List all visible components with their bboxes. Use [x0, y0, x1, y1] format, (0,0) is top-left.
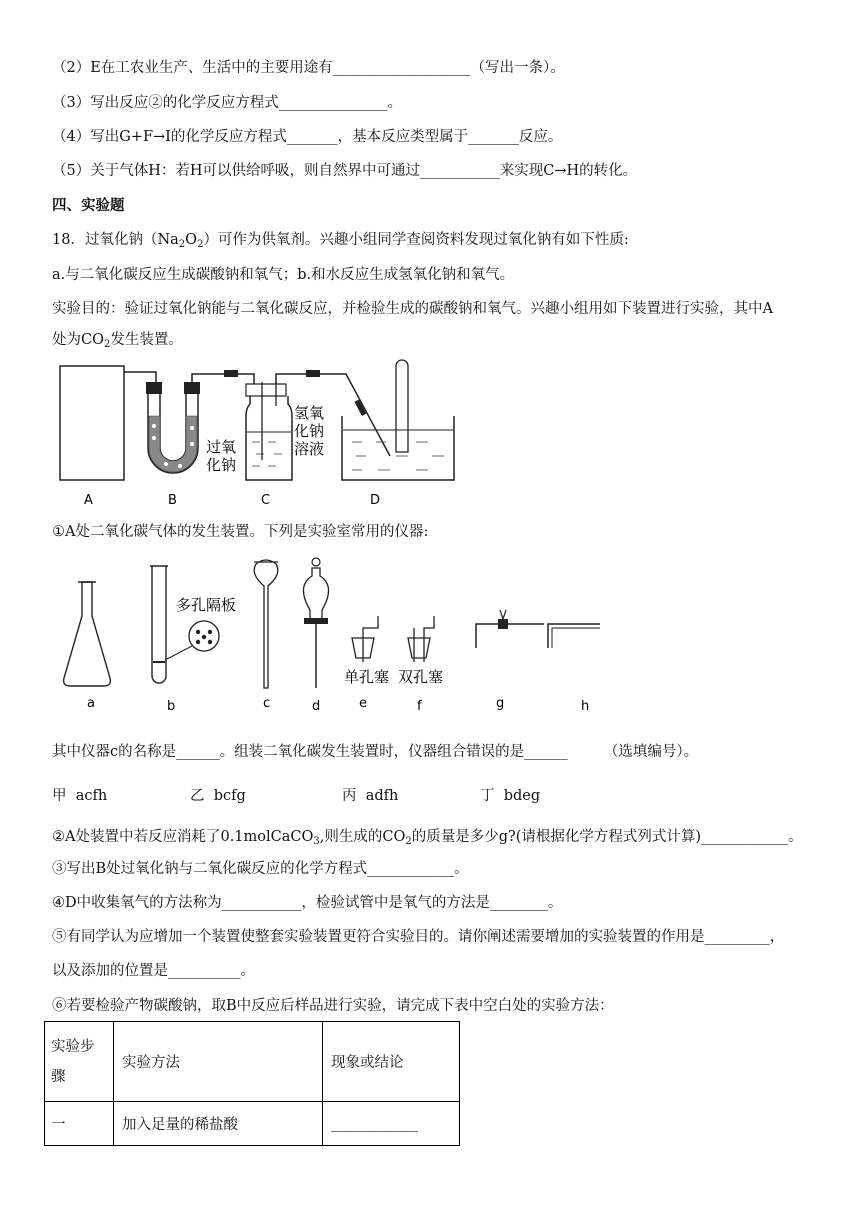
- b-label-2: 化钠: [206, 456, 237, 474]
- option-ding: 丁 bdeg: [480, 788, 541, 804]
- step-6: ⑥若要检验产物碳酸钠，取B中反应后样品进行实验，请完成下表中空白处的实验方法：: [52, 998, 614, 1014]
- properties-line: a.与二氧化碳反应生成碳酸钠和氧气；b.和水反应生成氢氧化钠和氧气。: [52, 267, 515, 283]
- label-c: C: [261, 493, 271, 508]
- label-a: a: [87, 696, 95, 711]
- double-hole-stopper-icon: [408, 638, 430, 658]
- option-bing: 丙 adfh: [342, 788, 399, 804]
- wash-bottle-c: [246, 382, 292, 480]
- question-18-intro: 18．过氧化钠$(Na_2O_2)$可作为供氧剂。兴趣小组同学查阅资料发现过氧化钠有如下性质:: [52, 232, 629, 250]
- row-result: ____________: [323, 1102, 460, 1146]
- step-5-line-2: 以及添加的位置是__________。: [52, 963, 255, 979]
- header-result: 现象或结论: [323, 1022, 460, 1102]
- label-e: e: [359, 696, 367, 711]
- question-3: （3）写出反应②的化学反应方程式_______________。: [52, 95, 402, 111]
- header-method: 实验方法: [114, 1022, 323, 1102]
- c-label-1: 氢氧: [294, 404, 325, 422]
- single-stopper-label: 单孔塞: [344, 668, 390, 686]
- c-label-2: 化钠: [294, 422, 325, 440]
- step-1-question: 其中仪器c的名称是______。组装二氧化碳发生装置时，仪器组合错误的是______ （选填编号）。: [52, 744, 699, 760]
- row-method: 加入足量的稀盐酸: [114, 1102, 323, 1146]
- long-neck-funnel-icon: [254, 560, 278, 688]
- c-label-3: 溶液: [294, 440, 325, 458]
- apparatus-figure: [56, 356, 476, 516]
- label-b: b: [167, 699, 176, 714]
- purpose-line-2: 处为$CO_2$发生装置。: [52, 332, 183, 350]
- purpose-line-1: 实验目的：验证过氧化钠能与二氧化碳反应，并检验生成的碳酸钠和氧气。兴趣小组用如下装置进行实验，其中A: [52, 301, 773, 317]
- label-d: d: [312, 699, 321, 714]
- question-2: （2）E在工农业生产、生活中的主要用途有___________________（写出一条）。: [52, 60, 565, 76]
- water-trough-d: [342, 360, 454, 480]
- label-b: B: [168, 493, 177, 508]
- double-stopper-label: 双孔塞: [398, 668, 444, 686]
- experiment-table: [44, 1021, 460, 1146]
- step-5-line-1: ⑤有同学认为应增加一个装置使整套实验装置更符合实验目的。请你阐述需要增加的实验装置的作用是_________，: [52, 929, 785, 945]
- instruments-figure: [56, 552, 616, 722]
- question-4: （4）写出G+F→I的化学反应方程式_______，基本反应类型属于_______反应。: [52, 129, 563, 145]
- tube-with-clamp-icon: [476, 624, 544, 648]
- header-step: 实验步 骤: [45, 1022, 114, 1102]
- label-g: g: [496, 696, 505, 711]
- label-a: A: [84, 493, 93, 508]
- label-c: c: [263, 696, 271, 711]
- b-label-1: 过氧: [206, 438, 237, 456]
- label-h: h: [581, 699, 590, 714]
- u-tube-b: [146, 382, 200, 473]
- option-yi: 乙 bcfg: [190, 788, 246, 804]
- conical-flask-icon: [64, 582, 111, 686]
- test-tube-icon: [152, 566, 166, 683]
- separatory-funnel-icon: [303, 568, 328, 620]
- step-1: ①A处二氧化碳气体的发生装置。下列是实验室常用的仪器:: [52, 524, 429, 540]
- option-jia: 甲 acfh: [52, 788, 108, 804]
- row-step: 一: [45, 1102, 114, 1146]
- label-f: f: [417, 699, 422, 714]
- table-header-row: [45, 1022, 460, 1102]
- step-3: ③写出B处过氧化钠与二氧化碳反应的化学方程式____________。: [52, 861, 469, 877]
- question-5: （5）关于气体H：若H可以供给呼吸，则自然界中可通过___________来实现C→H的转化。: [52, 163, 638, 179]
- step-4: ④D中收集氧气的方法称为___________，检验试管中是氧气的方法是________。: [52, 895, 563, 911]
- section-heading: 四、实验题: [52, 197, 125, 214]
- label-d: D: [370, 493, 381, 508]
- porous-plate-label: 多孔隔板: [176, 596, 237, 614]
- table-row: [45, 1102, 460, 1146]
- step-2: ②A处装置中若反应消耗了0.1molCaCO$_3$,则生成的$CO_2$的质量是多少g?(请根据化学方程式列式计算)____________。: [52, 829, 803, 847]
